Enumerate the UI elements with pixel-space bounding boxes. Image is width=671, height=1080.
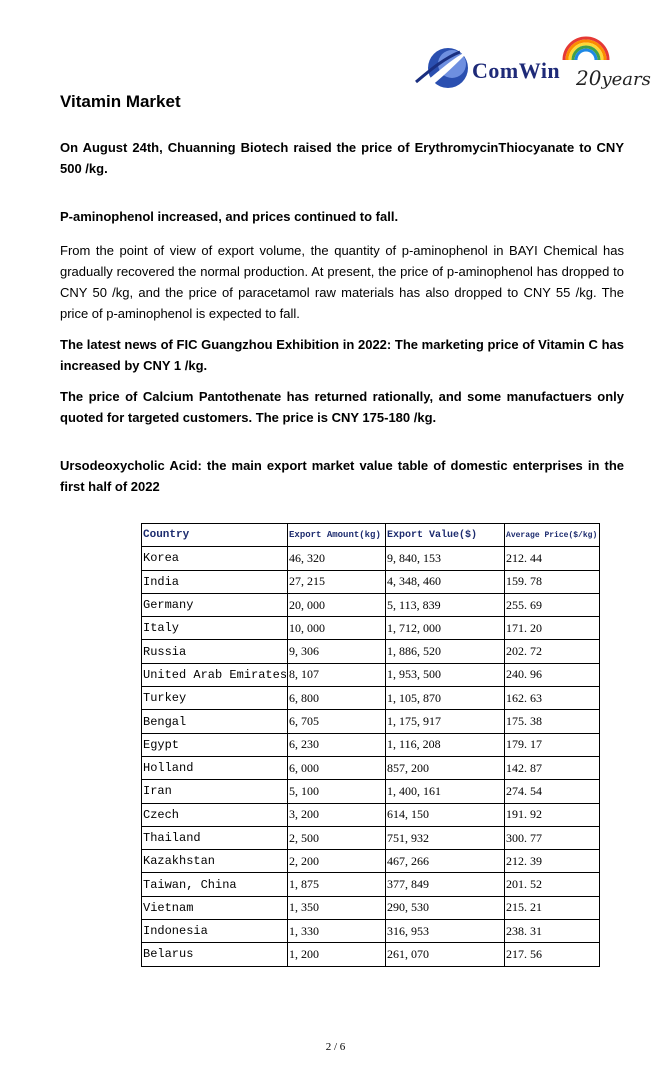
table-row — [142, 803, 600, 826]
cell-export-amount: 46, 320 — [288, 547, 386, 570]
cell-export-amount: 1, 200 — [288, 943, 386, 966]
cell-export-amount: 20, 000 — [288, 593, 386, 616]
cell-country: Turkey — [142, 687, 288, 710]
paragraph-vitamin-c: The latest news of FIC Guangzhou Exhibition in 2022: The marketing price of Vitamin C has increased by CNY 1 /kg. — [60, 337, 624, 373]
cell-average-price: 274. 54 — [505, 780, 600, 803]
heading-p-aminophenol: P-aminophenol increased, and prices continued to fall. — [60, 209, 399, 224]
cell-country: Korea — [142, 547, 288, 570]
table-row — [142, 687, 600, 710]
cell-export-amount: 6, 230 — [288, 733, 386, 756]
cell-country: Germany — [142, 593, 288, 616]
cell-average-price: 300. 77 — [505, 826, 600, 849]
table-row — [142, 640, 600, 663]
logo-brand-text: ComWin — [472, 58, 561, 83]
cell-average-price: 212. 44 — [505, 547, 600, 570]
cell-export-value: 857, 200 — [386, 756, 505, 779]
cell-country: Russia — [142, 640, 288, 663]
table-row — [142, 663, 600, 686]
cell-average-price: 191. 92 — [505, 803, 600, 826]
cell-export-amount: 1, 875 — [288, 873, 386, 896]
cell-country: India — [142, 570, 288, 593]
cell-export-value: 1, 400, 161 — [386, 780, 505, 803]
comwin-logo — [414, 36, 651, 96]
header-export-value: Export Value($) — [386, 524, 505, 547]
cell-export-value: 261, 070 — [386, 943, 505, 966]
table-header-row — [142, 524, 600, 547]
cell-average-price: 162. 63 — [505, 687, 600, 710]
cell-average-price: 142. 87 — [505, 756, 600, 779]
cell-average-price: 201. 52 — [505, 873, 600, 896]
cell-export-value: 1, 175, 917 — [386, 710, 505, 733]
table-row — [142, 593, 600, 616]
cell-export-value: 1, 712, 000 — [386, 617, 505, 640]
table-row — [142, 896, 600, 919]
cell-country: Egypt — [142, 733, 288, 756]
cell-country: United Arab Emirates — [142, 663, 288, 686]
paragraph-p-aminophenol: From the point of view of export volume, the quantity of p-aminophenol in BAYI Chemical has gradually recovered the normal production. At present, the price of p-aminophenol has dropped to CNY 50 /kg, and the price of paracetamol raw materials has also dropped to CNY 55 /kg. The price of p-aminophenol is expected to fall. — [60, 243, 624, 321]
cell-export-amount: 6, 000 — [288, 756, 386, 779]
cell-export-amount: 1, 330 — [288, 920, 386, 943]
cell-average-price: 202. 72 — [505, 640, 600, 663]
cell-country: Italy — [142, 617, 288, 640]
cell-average-price: 171. 20 — [505, 617, 600, 640]
table-row — [142, 710, 600, 733]
table-row — [142, 547, 600, 570]
cell-average-price: 159. 78 — [505, 570, 600, 593]
table-row — [142, 733, 600, 756]
logo-years-text: 20years — [576, 66, 651, 90]
page-title: Vitamin Market — [60, 92, 181, 111]
cell-export-amount: 3, 200 — [288, 803, 386, 826]
cell-country: Bengal — [142, 710, 288, 733]
export-market-table — [141, 523, 600, 967]
cell-export-amount: 10, 000 — [288, 617, 386, 640]
table-row — [142, 873, 600, 896]
cell-export-value: 5, 113, 839 — [386, 593, 505, 616]
cell-export-value: 1, 953, 500 — [386, 663, 505, 686]
table-row — [142, 617, 600, 640]
cell-country: Vietnam — [142, 896, 288, 919]
cell-export-value: 1, 886, 520 — [386, 640, 505, 663]
cell-export-value: 377, 849 — [386, 873, 505, 896]
cell-export-amount: 1, 350 — [288, 896, 386, 919]
cell-country: Indonesia — [142, 920, 288, 943]
cell-country: Iran — [142, 780, 288, 803]
cell-export-amount: 5, 100 — [288, 780, 386, 803]
cell-export-amount: 6, 705 — [288, 710, 386, 733]
cell-export-value: 4, 348, 460 — [386, 570, 505, 593]
page-number: 2 / 6 — [325, 1041, 346, 1053]
table-row — [142, 756, 600, 779]
cell-export-value: 467, 266 — [386, 850, 505, 873]
cell-country: Kazakhstan — [142, 850, 288, 873]
cell-average-price: 238. 31 — [505, 920, 600, 943]
cell-export-value: 290, 530 — [386, 896, 505, 919]
header-export-amount: Export Amount(kg) — [288, 524, 386, 547]
cell-country: Thailand — [142, 826, 288, 849]
paragraph-calcium-pantothenate: The price of Calcium Pantothenate has returned rationally, and some manufactuers only quoted for targeted customers. The price is CNY 175-180 /kg. — [60, 389, 624, 425]
cell-export-amount: 8, 107 — [288, 663, 386, 686]
table-row — [142, 570, 600, 593]
cell-export-value: 316, 953 — [386, 920, 505, 943]
table-row — [142, 920, 600, 943]
cell-export-value: 751, 932 — [386, 826, 505, 849]
table-row — [142, 780, 600, 803]
header-country: Country — [142, 524, 288, 547]
cell-export-amount: 6, 800 — [288, 687, 386, 710]
cell-export-amount: 2, 500 — [288, 826, 386, 849]
cell-export-amount: 9, 306 — [288, 640, 386, 663]
cell-export-amount: 27, 215 — [288, 570, 386, 593]
cell-country: Czech — [142, 803, 288, 826]
table-row — [142, 826, 600, 849]
cell-average-price: 255. 69 — [505, 593, 600, 616]
header-average-price: Average Price($/kg) — [505, 524, 600, 547]
table-row — [142, 943, 600, 966]
cell-average-price: 212. 39 — [505, 850, 600, 873]
cell-average-price: 240. 96 — [505, 663, 600, 686]
cell-country: Belarus — [142, 943, 288, 966]
paragraph-erythromycin: On August 24th, Chuanning Biotech raised the price of ErythromycinThiocyanate to CNY 500 /kg. — [60, 140, 624, 176]
cell-average-price: 217. 56 — [505, 943, 600, 966]
table-row — [142, 850, 600, 873]
cell-export-amount: 2, 200 — [288, 850, 386, 873]
cell-country: Holland — [142, 756, 288, 779]
paragraph-ursodeoxycholic: Ursodeoxycholic Acid: the main export market value table of domestic enterprises in the first half of 2022 — [60, 458, 624, 494]
cell-average-price: 215. 21 — [505, 896, 600, 919]
cell-export-value: 1, 105, 870 — [386, 687, 505, 710]
cell-export-value: 614, 150 — [386, 803, 505, 826]
cell-export-value: 1, 116, 208 — [386, 733, 505, 756]
cell-average-price: 179. 17 — [505, 733, 600, 756]
cell-export-value: 9, 840, 153 — [386, 547, 505, 570]
cell-country: Taiwan, China — [142, 873, 288, 896]
cell-average-price: 175. 38 — [505, 710, 600, 733]
